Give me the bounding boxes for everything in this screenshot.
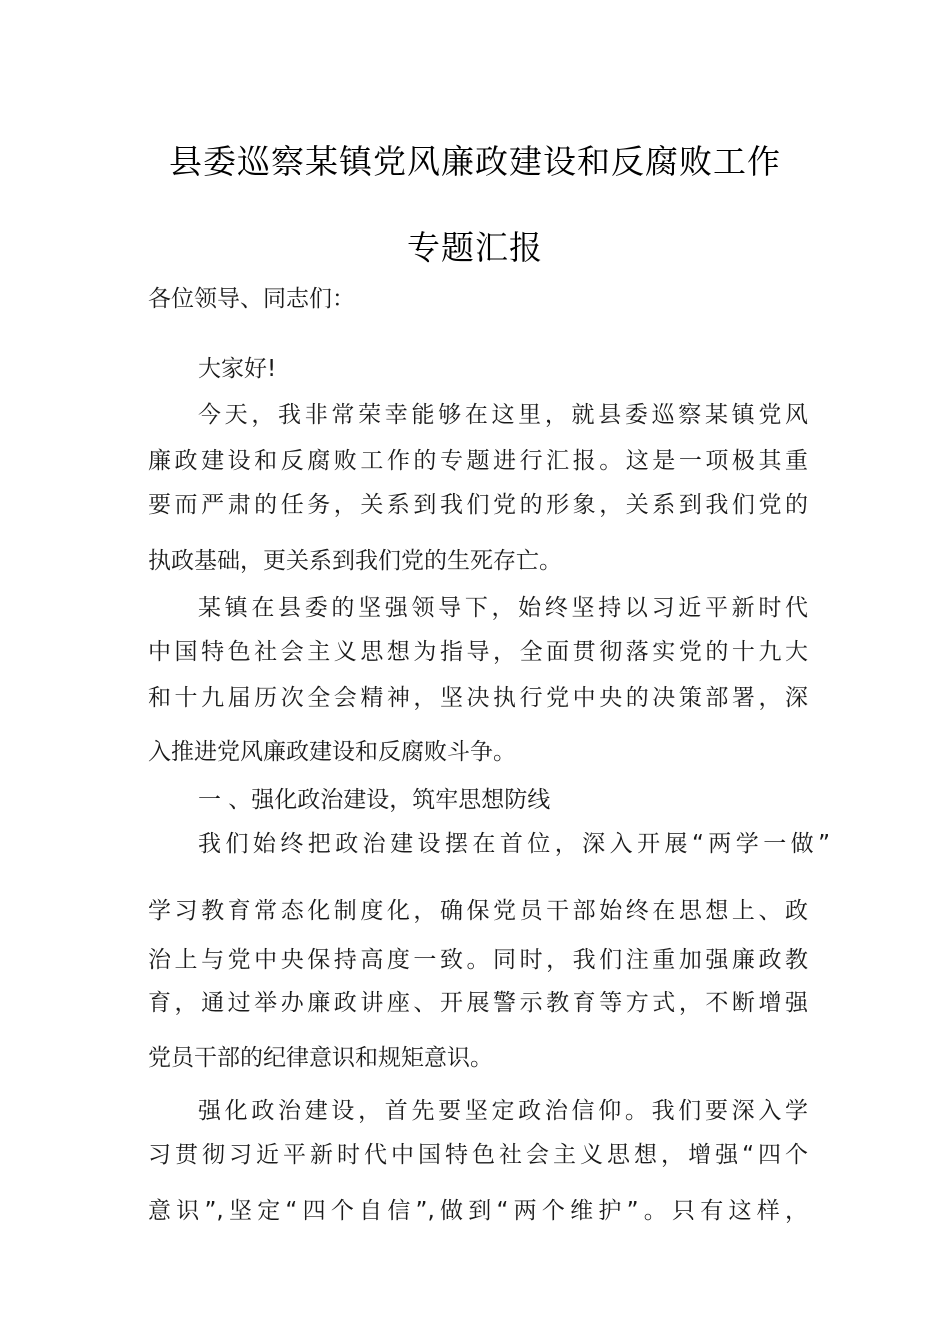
- paragraph-line: 和十九届历次全会精神，坚决执行党中央的决策部署，深: [148, 685, 808, 711]
- paragraph-line: 某镇在县委的坚强领导下，始终坚持以习近平新时代: [198, 595, 808, 621]
- paragraph-line: 强化政治建设，首先要坚定政治信仰。我们要深入学: [198, 1098, 808, 1124]
- paragraph-line: 今天，我非常荣幸能够在这里，就县委巡察某镇党风: [198, 402, 808, 428]
- paragraph-line: 习贯彻习近平新时代中国特色社会主义思想，增强“四个: [148, 1142, 808, 1168]
- paragraph-line: 执政基础，更关系到我们党的生死存亡。: [148, 548, 562, 574]
- paragraph-line: 治上与党中央保持高度一致。同时，我们注重加强廉政教: [148, 947, 808, 973]
- paragraph-line: 我们始终把政治建设摆在首位，深入开展“两学一做”: [198, 831, 830, 857]
- paragraph-line: 意识”,坚定“四个自信”,做到“两个维护”。只有这样，: [148, 1198, 808, 1224]
- paragraph-line: 学习教育常态化制度化，确保党员干部始终在思想上、政: [148, 898, 808, 924]
- section-heading: 一 、强化政治建设，筑牢思想防线: [198, 787, 551, 813]
- document-title-line-1: 县委巡察某镇党风廉政建设和反腐败工作: [169, 142, 781, 181]
- document-title-line-2: 专题汇报: [407, 228, 543, 267]
- paragraph-line: 要而严肃的任务，关系到我们党的形象，关系到我们党的: [148, 492, 808, 518]
- paragraph-line: 廉政建设和反腐败工作的专题进行汇报。这是一项极其重: [148, 448, 808, 474]
- paragraph-line: 中国特色社会主义思想为指导，全面贯彻落实党的十九大: [148, 639, 808, 665]
- greeting: 大家好!: [198, 356, 277, 382]
- salutation: 各位领导、同志们：: [148, 286, 355, 312]
- paragraph-line: 党员干部的纪律意识和规矩意识。: [148, 1045, 493, 1071]
- paragraph-line: 育，通过举办廉政讲座、开展警示教育等方式，不断增强: [148, 990, 808, 1016]
- paragraph-line: 入推进党风廉政建设和反腐败斗争。: [148, 739, 516, 765]
